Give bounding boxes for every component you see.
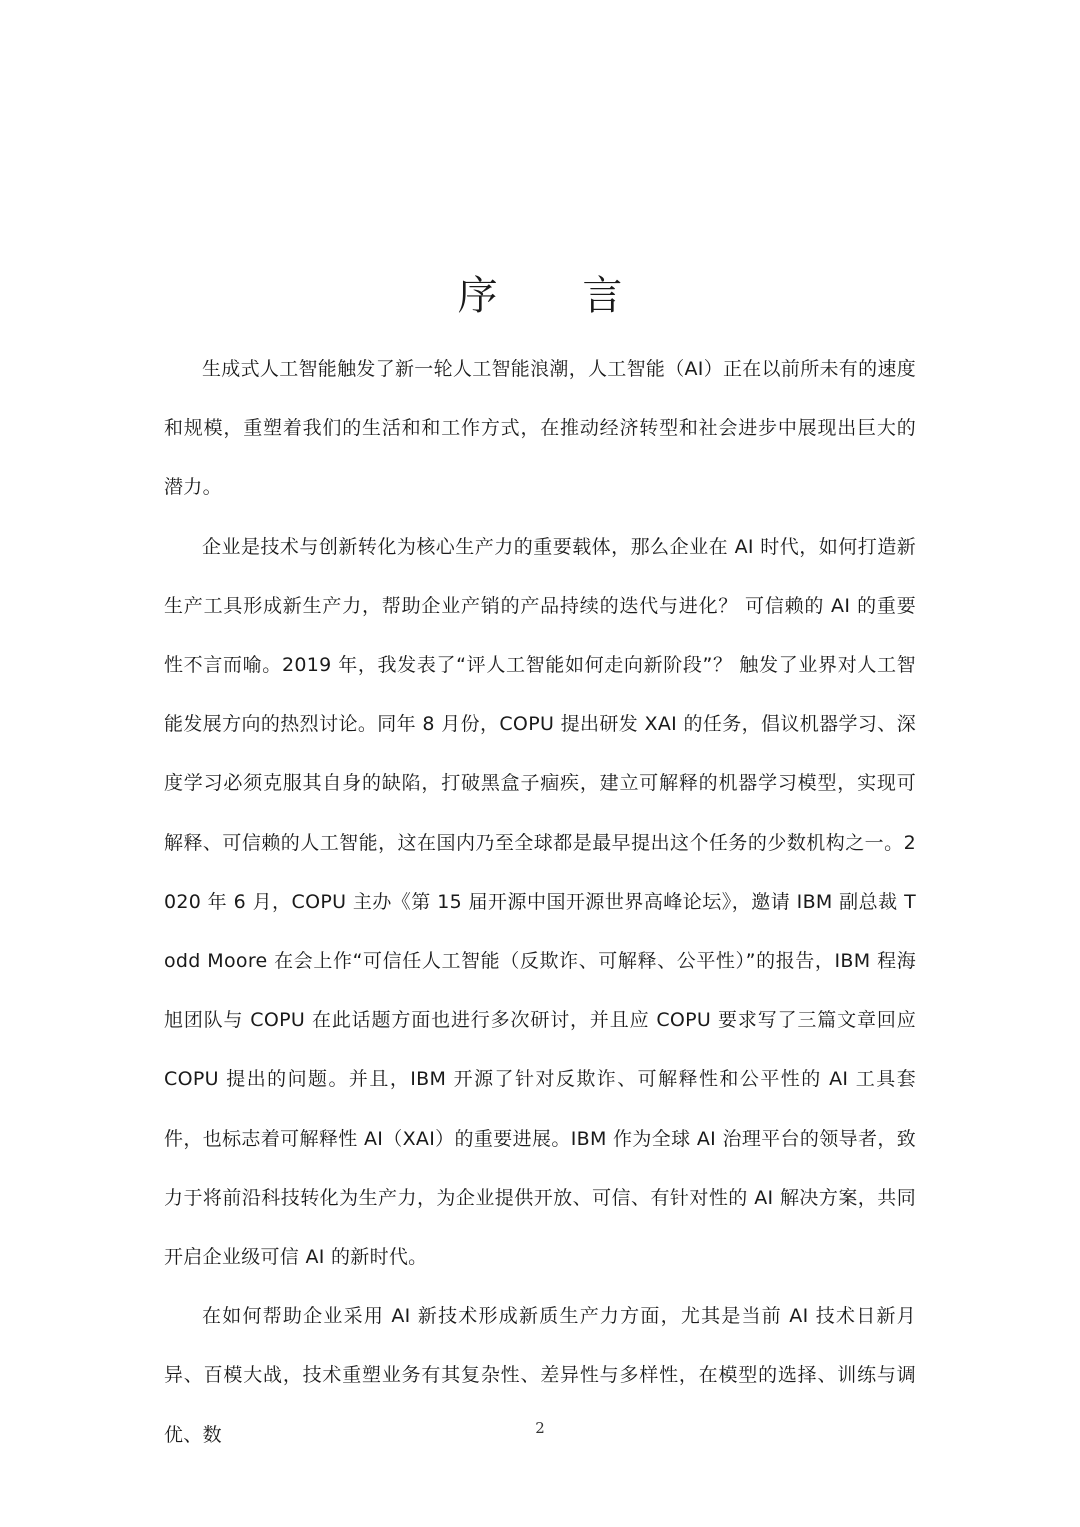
page-title: 序 言	[457, 273, 659, 319]
paragraph-3: 在如何帮助企业采用 AI 新技术形成新质生产力方面，尤其是当前 AI 技术日新月异、百模大战，技术重塑业务有其复杂性、差异性与多样性，在模型的选择、训练与调优、数	[164, 1305, 916, 1446]
paragraph-1: 生成式人工智能触发了新一轮人工智能浪潮，人工智能（AI）正在以前所未有的速度和规模，重塑着我们的生活和和工作方式，在推动经济转型和社会进步中展现出巨大的潜力。	[164, 358, 917, 499]
paragraph-2: 企业是技术与创新转化为核心生产力的重要载体，那么企业在 AI 时代，如何打造新生产工具形成新生产力，帮助企业产销的产品持续的迭代与进化？ 可信赖的 AI 的重要性不言而喻。2019 年，我发表了“评人工智能如何走向新阶段”？ 触发了业界对人工智能发展方向的热烈讨论。同年 8 月份，COPU 提出研发 XAI 的任务，倡议机器学习、深度学习必须克服其自身的缺陷，打破黑盒子痼疾，建立可解释的机器学习模型，实现可解释、可信赖的人工智能，这在国内乃至全球都是最早提出这个任务的少数机构之一。2020 年 6 月，COPU 主办《第 15 届开源中国开源世界高峰论坛》，邀请 IBM 副总裁 Todd Moore 在会上作“可信任人工智能（反欺诈、可解释、公平性）”的报告，IBM 程海旭团队与 COPU 在此话题方面也进行多次研讨，并且应 COPU 要求写了三篇文章回应 COPU 提出的问题。并且，IBM 开源了针对反欺诈、可解释性和公平性的 AI 工具套件，也标志着可解释性 AI（XAI）的重要进展。IBM 作为全球 AI 治理平台的领导者，致力于将前沿科技转化为生产力，为企业提供开放、可信、有针对性的 AI 解决方案，共同开启企业级可信 AI 的新时代。	[164, 535, 916, 1269]
document-body	[164, 340, 916, 1465]
page-number: 2	[535, 1419, 545, 1437]
